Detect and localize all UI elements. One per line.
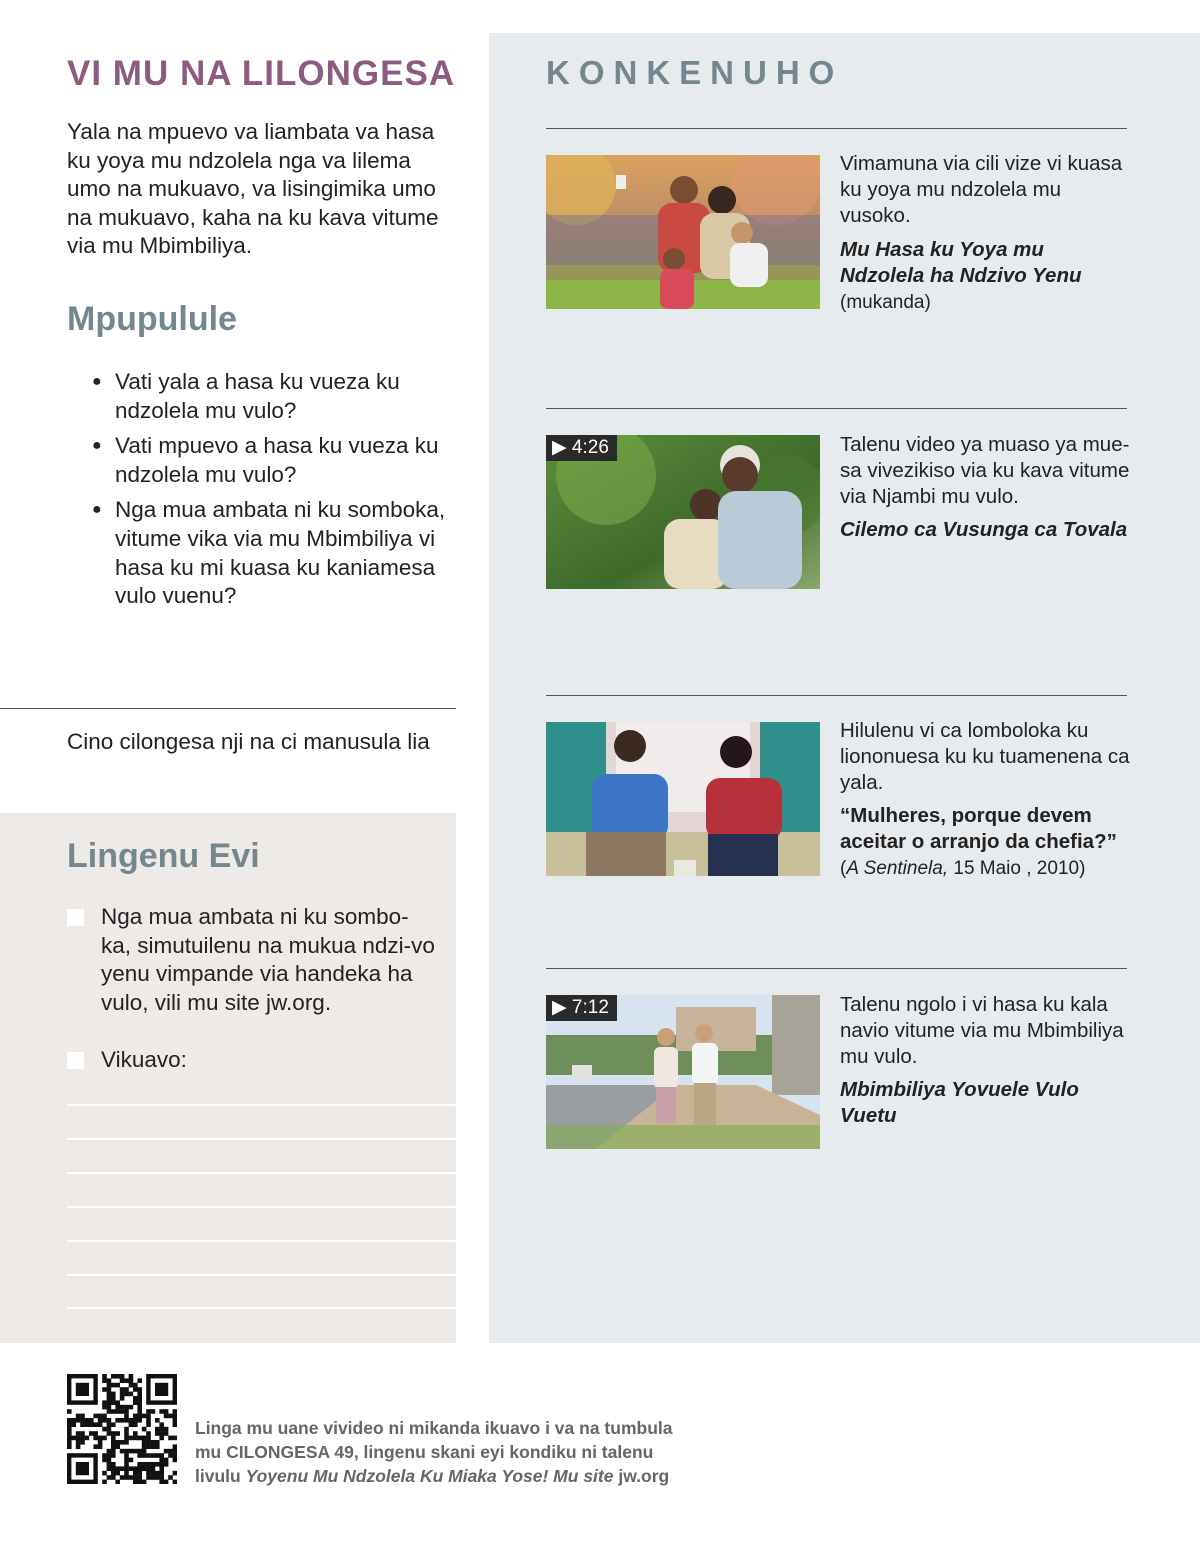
writing-line[interactable]	[67, 1240, 456, 1242]
source-citation: (A Sentinela, 15 Maio , 2010)	[840, 858, 1086, 879]
video-duration: ▶ 4:26	[546, 435, 617, 461]
family-selfie-photo[interactable]	[546, 155, 820, 309]
couple-talking-photo[interactable]	[546, 722, 820, 876]
divider	[546, 695, 1127, 696]
play-icon: ▶	[552, 437, 567, 458]
source-title: Mu Hasa ku Yoya mu Ndzolela ha Ndzivo Yenu	[840, 238, 1082, 287]
try-this-box	[0, 813, 456, 1343]
review-question: ● Nga mua ambata ni ku somboka, vitume vika via mu Mbimbiliya vi hasa ku mi kuasa ku kaniamesa vulo vuenu?	[92, 496, 462, 610]
writing-line[interactable]	[67, 1274, 456, 1276]
source-title: “Mulheres, porque devem aceitar o arranjo da chefia?”	[840, 804, 1117, 853]
item-description: Talenu video ya muaso ya mue-sa vivezikiso via ku kava vitume via Njambi mu vulo.	[840, 433, 1130, 508]
writing-line[interactable]	[67, 1104, 456, 1106]
item-source[interactable]: Mbimbiliya Yovuele Vulo Vuetu	[840, 1078, 1079, 1127]
footer-note: Linga mu uane vivideo ni mikanda ikuavo i va na tumbula mu CILONGESA 49, lingenu skani eyi kondiku ni talenu livulu Yoyenu Mu Ndzolela Ku Miaka Yose! Mu site jw.org	[195, 1418, 673, 1486]
try-item	[67, 1046, 437, 1075]
play-icon: ▶	[552, 997, 567, 1018]
writing-line[interactable]	[67, 1206, 456, 1208]
checkbox[interactable]	[67, 1052, 84, 1069]
writing-line[interactable]	[67, 1172, 456, 1174]
item-description: Vimamuna via cili vize vi kuasa ku yoya mu ndzolela mu vusoko.	[840, 152, 1123, 227]
divider	[546, 968, 1127, 969]
divider	[546, 128, 1127, 129]
try-item-text: Nga mua ambata ni ku sombo-ka, simutuilenu na mukua ndzi-vo yenu vimpande via handeka ha vulo, vili mu site jw.org.	[101, 904, 435, 1015]
checkbox[interactable]	[67, 909, 84, 926]
writing-line[interactable]	[67, 1138, 456, 1140]
promise-text: Cino cilongesa nji na ci manusula lia	[67, 729, 430, 754]
qr-code-icon[interactable]	[67, 1374, 177, 1484]
item-source[interactable]: Cilemo ca Vusunga ca Tovala	[840, 518, 1128, 541]
video-duration: ▶ 7:12	[546, 995, 617, 1021]
review-questions	[92, 368, 462, 618]
review-question: ● Vati mpuevo a hasa ku vueza ku ndzolela mu vulo?	[92, 432, 462, 489]
couple-walking-video[interactable]	[546, 995, 820, 1149]
item-source[interactable]	[840, 803, 1130, 882]
item-description: Hilulenu vi ca lomboloka ku liononuesa ku ku tuamenena ca yala.	[840, 719, 1130, 794]
item-source[interactable]	[840, 237, 1130, 316]
divider	[546, 408, 1127, 409]
lesson-title: VI MU NA LILONGESA	[67, 54, 456, 93]
try-item-text: Vikuavo:	[101, 1047, 187, 1072]
divider	[0, 708, 456, 709]
writing-line[interactable]	[67, 1307, 456, 1309]
source-type: (mukanda)	[840, 292, 931, 313]
item-description: Talenu ngolo i vi hasa ku kala navio vitume via mu Mbimbiliya mu vulo.	[840, 993, 1124, 1068]
review-question: ● Vati yala a hasa ku vueza ku ndzolela mu vulo?	[92, 368, 462, 425]
lesson-intro: Yala na mpuevo va liambata va hasa ku yoya mu ndzolela nga va lilema umo na mukuavo, va lisingimika umo na mukuavo, kaha na ku kava vitume via mu Mbimbiliya.	[67, 119, 439, 259]
review-heading: Mpupulule	[67, 300, 237, 338]
try-item	[67, 903, 437, 1017]
elderly-couple-video[interactable]	[546, 435, 820, 589]
try-heading: Lingenu Evi	[67, 837, 260, 875]
explore-title: KONKENUHO	[546, 54, 844, 91]
